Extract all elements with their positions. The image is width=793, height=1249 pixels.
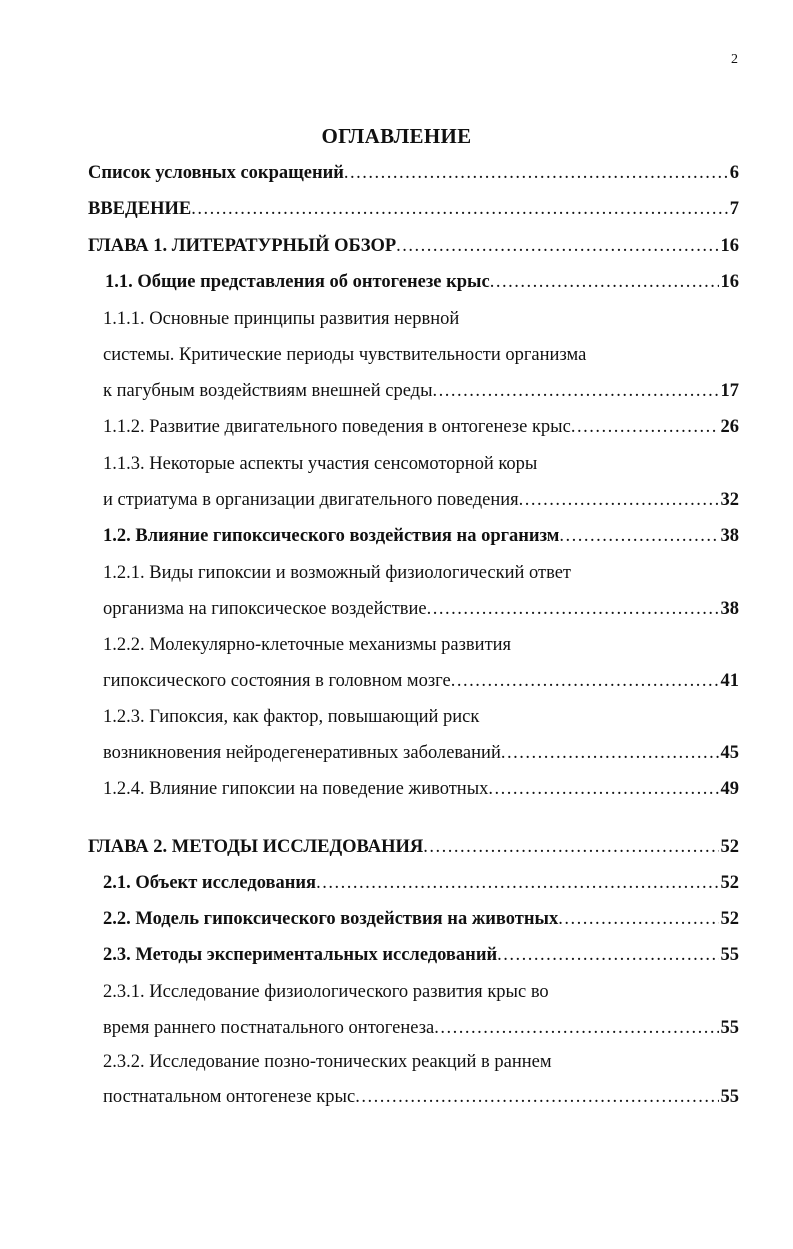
toc-page-number: 52: [720, 837, 739, 857]
toc-page-number: 55: [720, 945, 739, 965]
toc-entry-text: ГЛАВА 2. МЕТОДЫ ИССЛЕДОВАНИЯ: [88, 837, 424, 857]
leader-dots: [559, 523, 718, 549]
toc-entry-text: время раннего постнатального онтогенеза: [103, 1018, 435, 1038]
toc-entry-text: возникновения нейродегенеративных заболеваний: [103, 743, 501, 763]
toc-entry-section-2-2[interactable]: [103, 906, 739, 932]
toc-entry-text: ГЛАВА 1. ЛИТЕРАТУРНЫЙ ОБЗОР: [88, 236, 397, 256]
leader-dots: [344, 160, 728, 186]
toc-entry-text: 1.2.4. Влияние гипоксии на поведение животных: [103, 779, 489, 799]
toc-entry-text: Список условных сокращений: [88, 163, 344, 183]
toc-entry-text: организма на гипоксическое воздействие: [103, 599, 427, 619]
toc-entry-2-3-1-line2[interactable]: [103, 1015, 739, 1041]
toc-page-number: 38: [720, 599, 739, 619]
toc-entry-text: 1.1.2. Развитие двигательного поведения в онтогенезе крыс: [103, 417, 571, 437]
toc-page-number: 49: [720, 779, 739, 799]
toc-entry-2-3-1-line1[interactable]: [103, 979, 739, 1005]
toc-page-number: 6: [729, 163, 739, 183]
toc-entry-1-1-2[interactable]: [103, 414, 739, 440]
toc-entry-text: ВВЕДЕНИЕ: [88, 199, 192, 219]
leader-dots: [490, 269, 719, 295]
toc-entry-section-1-2[interactable]: [103, 523, 739, 549]
toc-entry-1-2-1-line2[interactable]: [103, 596, 739, 622]
leader-dots: [355, 1084, 718, 1110]
toc-entry-text: 2.2. Модель гипоксического воздействия на животных: [103, 909, 559, 929]
toc-entry-chapter-1[interactable]: [88, 233, 739, 259]
toc-page-number: 52: [720, 873, 739, 893]
toc-page-number: 16: [720, 236, 739, 256]
toc-entry-2-3-2-line1[interactable]: [103, 1049, 739, 1075]
toc-entry-1-2-2-line2[interactable]: [103, 668, 739, 694]
toc-entry-text: к пагубным воздействиям внешней среды: [103, 381, 433, 401]
toc-page-number: 52: [720, 909, 739, 929]
toc-entry-text: 2.1. Объект исследования: [103, 873, 317, 893]
toc-entry-text: 1.1.3. Некоторые аспекты участия сенсомоторной коры: [103, 454, 538, 474]
toc-entry-text: 1.2. Влияние гипоксического воздействия на организм: [103, 526, 560, 546]
leader-dots: [423, 834, 718, 860]
toc-entry-chapter-2[interactable]: [88, 834, 739, 860]
toc-entry-1-2-2-line1[interactable]: [103, 632, 739, 658]
toc-entry-text: 1.1. Общие представления об онтогенезе крыс: [105, 272, 490, 292]
toc-page-number: 41: [720, 671, 739, 691]
toc-entry-text: 1.2.2. Молекулярно-клеточные механизмы развития: [103, 635, 512, 655]
toc-entry-1-2-3-line2[interactable]: [103, 740, 739, 766]
toc-page-number: 38: [720, 526, 739, 546]
toc-entry-text: и стриатума в организации двигательного поведения: [103, 490, 519, 510]
leader-dots: [558, 906, 718, 932]
toc-entry-2-3-2-line2[interactable]: [103, 1084, 739, 1110]
leader-dots: [191, 196, 728, 222]
leader-dots: [501, 740, 719, 766]
toc-page-number: 32: [720, 490, 739, 510]
toc-page-number: 17: [720, 381, 739, 401]
leader-dots: [396, 233, 718, 259]
toc-entry-introduction[interactable]: [88, 196, 739, 222]
toc-entry-text: 2.3.1. Исследование физиологического развития крыс во: [103, 982, 549, 1002]
leader-dots: [497, 942, 718, 968]
leader-dots: [316, 870, 718, 896]
toc-entry-section-2-1[interactable]: [103, 870, 739, 896]
toc-page-number: 55: [720, 1087, 739, 1107]
toc-entry-section-1-1[interactable]: [105, 269, 739, 295]
toc-title: ОГЛАВЛЕНИЕ: [321, 124, 472, 148]
toc-entry-text: 1.1.1. Основные принципы развития нервной: [103, 309, 460, 329]
toc-entry-text: системы. Критические периоды чувствительности организма: [103, 345, 587, 365]
leader-dots: [488, 776, 718, 802]
toc-entry-1-2-3-line1[interactable]: [103, 704, 739, 730]
leader-dots: [451, 668, 719, 694]
toc-entry-1-1-3-line1[interactable]: [103, 451, 739, 477]
leader-dots: [427, 596, 719, 622]
toc-entry-1-1-3-line2[interactable]: [103, 487, 739, 513]
toc-entry-1-1-1-line3[interactable]: [103, 378, 739, 404]
toc-page-number: 7: [729, 199, 739, 219]
leader-dots: [433, 378, 719, 404]
toc-entry-text: 1.2.1. Виды гипоксии и возможный физиологический ответ: [103, 563, 572, 583]
toc-entry-text: 1.2.3. Гипоксия, как фактор, повышающий риск: [103, 707, 480, 727]
toc-entry-1-1-1-line2[interactable]: [103, 342, 739, 368]
toc-entry-1-1-1-line1[interactable]: [103, 306, 739, 332]
toc-page-number: 45: [720, 743, 739, 763]
page-number: 2: [731, 52, 738, 67]
toc-entry-text: 2.3. Методы экспериментальных исследований: [103, 945, 498, 965]
toc-page-number: 16: [720, 272, 739, 292]
toc-entry-text: гипоксического состояния в головном мозге: [103, 671, 451, 691]
toc-entry-section-2-3[interactable]: [103, 942, 739, 968]
leader-dots: [434, 1015, 718, 1041]
leader-dots: [519, 487, 719, 513]
toc-entry-text: 2.3.2. Исследование позно-тонических реакций в раннем: [103, 1052, 552, 1072]
toc-page-number: 55: [720, 1018, 739, 1038]
leader-dots: [571, 414, 719, 440]
toc-entry-abbreviations[interactable]: [88, 160, 739, 186]
toc-entry-1-2-4[interactable]: [103, 776, 739, 802]
toc-entry-1-2-1-line1[interactable]: [103, 560, 739, 586]
toc-entry-text: постнатальном онтогенезе крыс: [103, 1087, 356, 1107]
toc-page-number: 26: [720, 417, 739, 437]
